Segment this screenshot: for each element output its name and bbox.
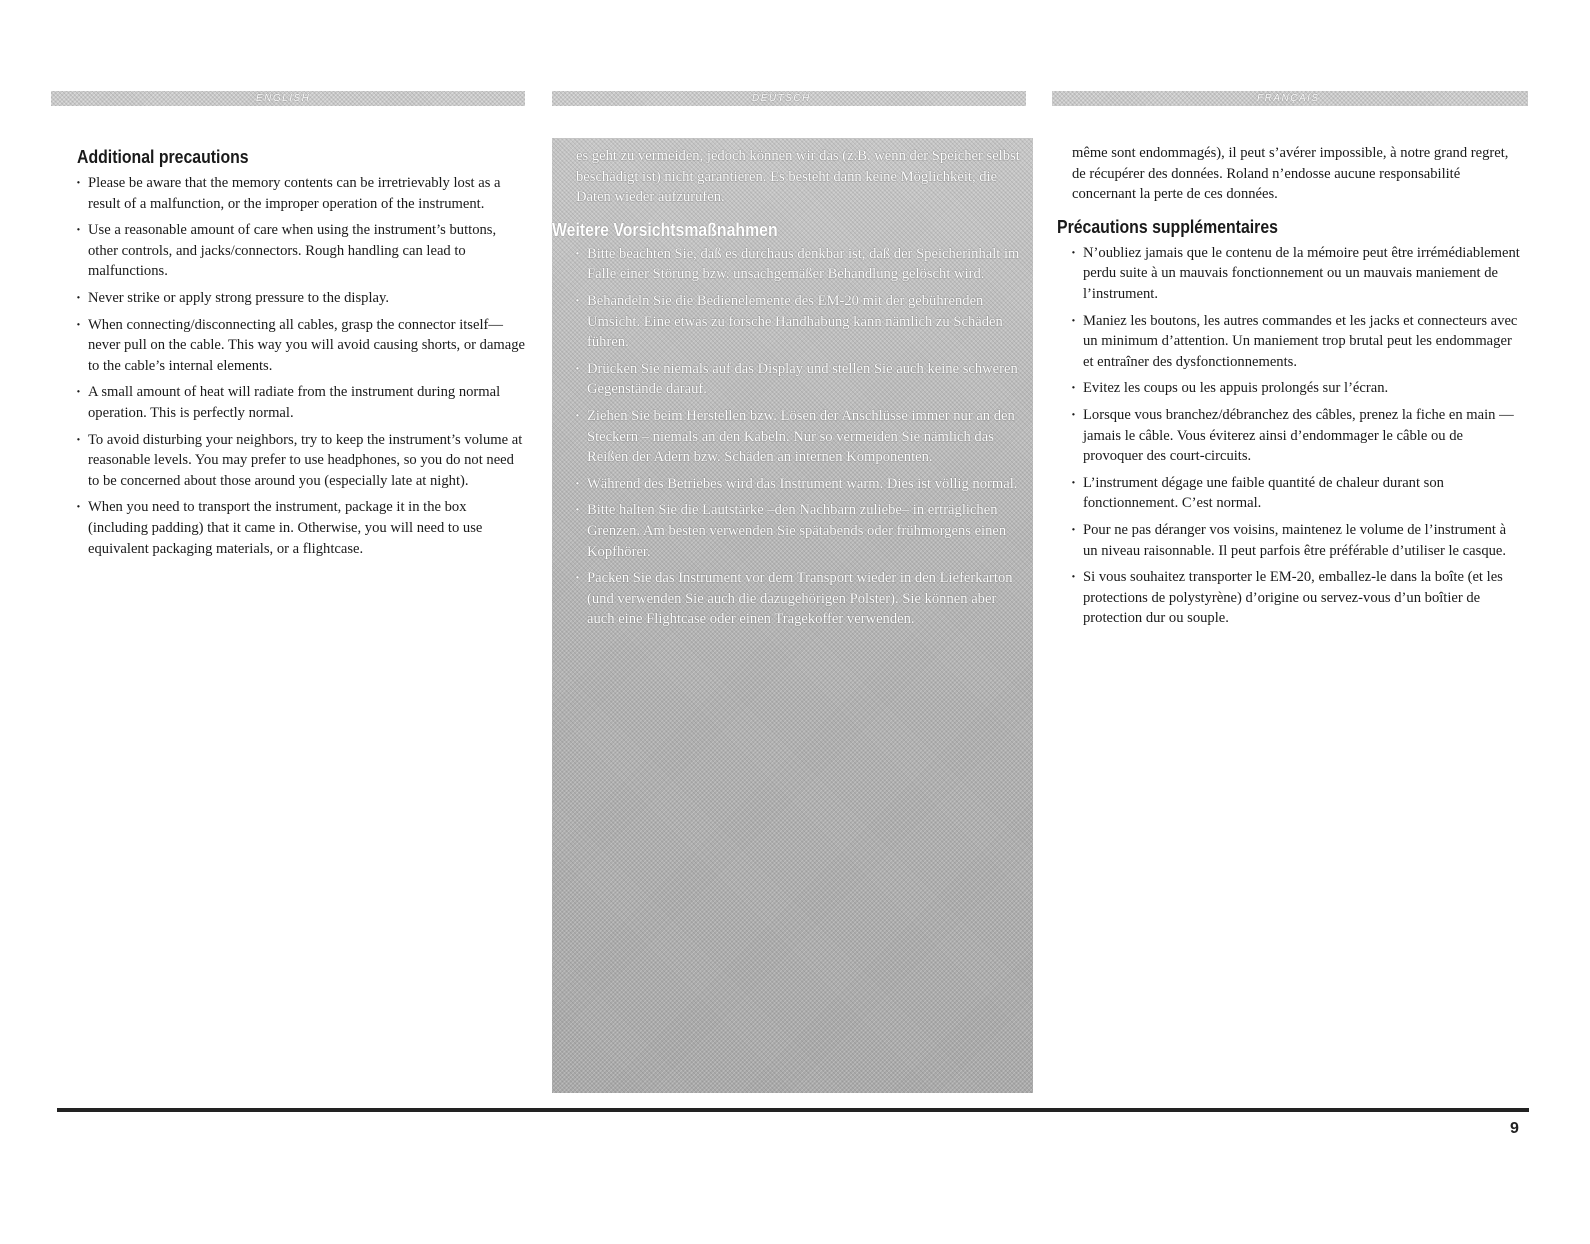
list-item: · To avoid disturbing your neighbors, try to keep the instrument’s volume at reasonable levels. You may prefer to use headphones, so you do not need to be concerned about those around you (especially late at night). [77,430,527,492]
english-column [77,145,527,565]
francais-column [1057,143,1522,635]
deutsch-precautions-list [576,244,1023,630]
deutsch-heading: Weitere Vorsichtsmaßnahmen [552,219,778,240]
list-item: · Maniez les boutons, les autres commandes et les jacks et connecteurs avec un minimum d’attention. Un maniement trop brutal peut les endommager et entraîner des dysfonctionnements. [1072,311,1522,373]
list-item: · When connecting/disconnecting all cables, grasp the connector itself—never pull on the cable. This way you will avoid causing shorts, or damage to the cable’s internal elements. [77,315,527,377]
english-heading: Additional precautions [77,147,249,167]
list-item: · A small amount of heat will radiate from the instrument during normal operation. This is perfectly normal. [77,382,527,423]
list-item: · Während des Betriebes wird das Instrument warm. Dies ist völlig normal. [576,474,1023,495]
list-item: · Bitte halten Sie die Lautstärke –den Nachbarn zuliebe– in erträglichen Grenzen. Am besten verwenden Sie spätabends oder frühmorgens einen Kopfhörer. [576,500,1023,562]
language-label-english: ENGLISH [256,93,311,104]
language-bar-english [51,91,525,106]
list-item: · Ziehen Sie beim Herstellen bzw. Lösen der Anschlüsse immer nur an den Steckern – niemals an den Kabeln. Nur so vermeiden Sie nämlich das Reißen der Adern bzw. Schäden an internen Komponenten. [576,406,1023,468]
language-label-deutsch: DEUTSCH [752,93,811,104]
list-item: · Lorsque vous branchez/débranchez des câbles, prenez la fiche en main — jamais le câble. Vous éviterez ainsi d’endommager le câble ou de provoquer des court-circuits. [1072,405,1522,467]
list-item: · Bitte beachten Sie, daß es durchaus denkbar ist, daß der Speicherinhalt im Falle einer Störung bzw. unsachgemäßer Behandlung gelöscht wird. [576,244,1023,285]
deutsch-intro: es geht zu vermeiden, jedoch können wir das (z.B. wenn der Speicher selbst beschädigt ist) nicht garantieren. Es besteht dann keine Möglichkeit, die Daten wieder aufzurufen. [576,148,1020,206]
page-number: 9 [1510,1120,1519,1137]
list-item: · L’instrument dégage une faible quantité de chaleur durant son fonctionnement. C’est normal. [1072,473,1522,514]
list-item: · Packen Sie das Instrument vor dem Transport wieder in den Lieferkarton (und verwenden Sie auch die dazugehörigen Polster). Sie können aber auch eine Flightcase oder einen Tragekoffer verwenden. [576,568,1023,630]
list-item: · Please be aware that the memory contents can be irretrievably lost as a result of a malfunction, or the improper operation of the instrument. [77,173,527,214]
list-item: · Behandeln Sie die Bedienelemente des EM-20 mit der gebührenden Umsicht. Eine etwas zu forsche Handhabung kann nämlich zu Schäden führen. [576,291,1023,353]
list-item: · Evitez les coups ou les appuis prolongés sur l’écran. [1072,378,1522,399]
list-item: · N’oubliez jamais que le contenu de la mémoire peut être irrémédiablement perdu suite à un mauvais fonctionnement ou un mauvais maniement de l’instrument. [1072,243,1522,305]
list-item: · Si vous souhaitez transporter le EM-20, emballez-le dans la boîte (et les protections de polystyrène) d’origine ou servez-vous d’un boîtier de protection dur ou souple. [1072,567,1522,629]
footer-divider [57,1108,1529,1112]
language-bar-deutsch [552,91,1026,106]
language-bar-francais [1052,91,1528,106]
deutsch-column [552,138,1033,1093]
language-label-francais: FRANÇAIS [1257,93,1320,104]
list-item: · Never strike or apply strong pressure to the display. [77,288,527,309]
list-item: · Use a reasonable amount of care when using the instrument’s buttons, other controls, and jacks/connectors. Rough handling can lead to malfunctions. [77,220,527,282]
list-item: · Pour ne pas déranger vos voisins, maintenez le volume de l’instrument à un niveau raisonnable. Il peut parfois être préférable d’utiliser le casque. [1072,520,1522,561]
english-precautions-list [77,173,527,559]
francais-precautions-list [1072,243,1522,629]
list-item: · Drücken Sie niemals auf das Display und stellen Sie auch keine schweren Gegenstände darauf. [576,359,1023,400]
francais-heading: Précautions supplémentaires [1057,216,1278,237]
francais-intro: même sont endommagés), il peut s’avérer impossible, à notre grand regret, de récupérer des données. Roland n’endosse aucune responsabilité concernant la perte de ces données. [1072,145,1509,203]
list-item: · When you need to transport the instrument, package it in the box (including padding) that it came in. Otherwise, you will need to use equivalent packaging materials, or a flightcase. [77,497,527,559]
